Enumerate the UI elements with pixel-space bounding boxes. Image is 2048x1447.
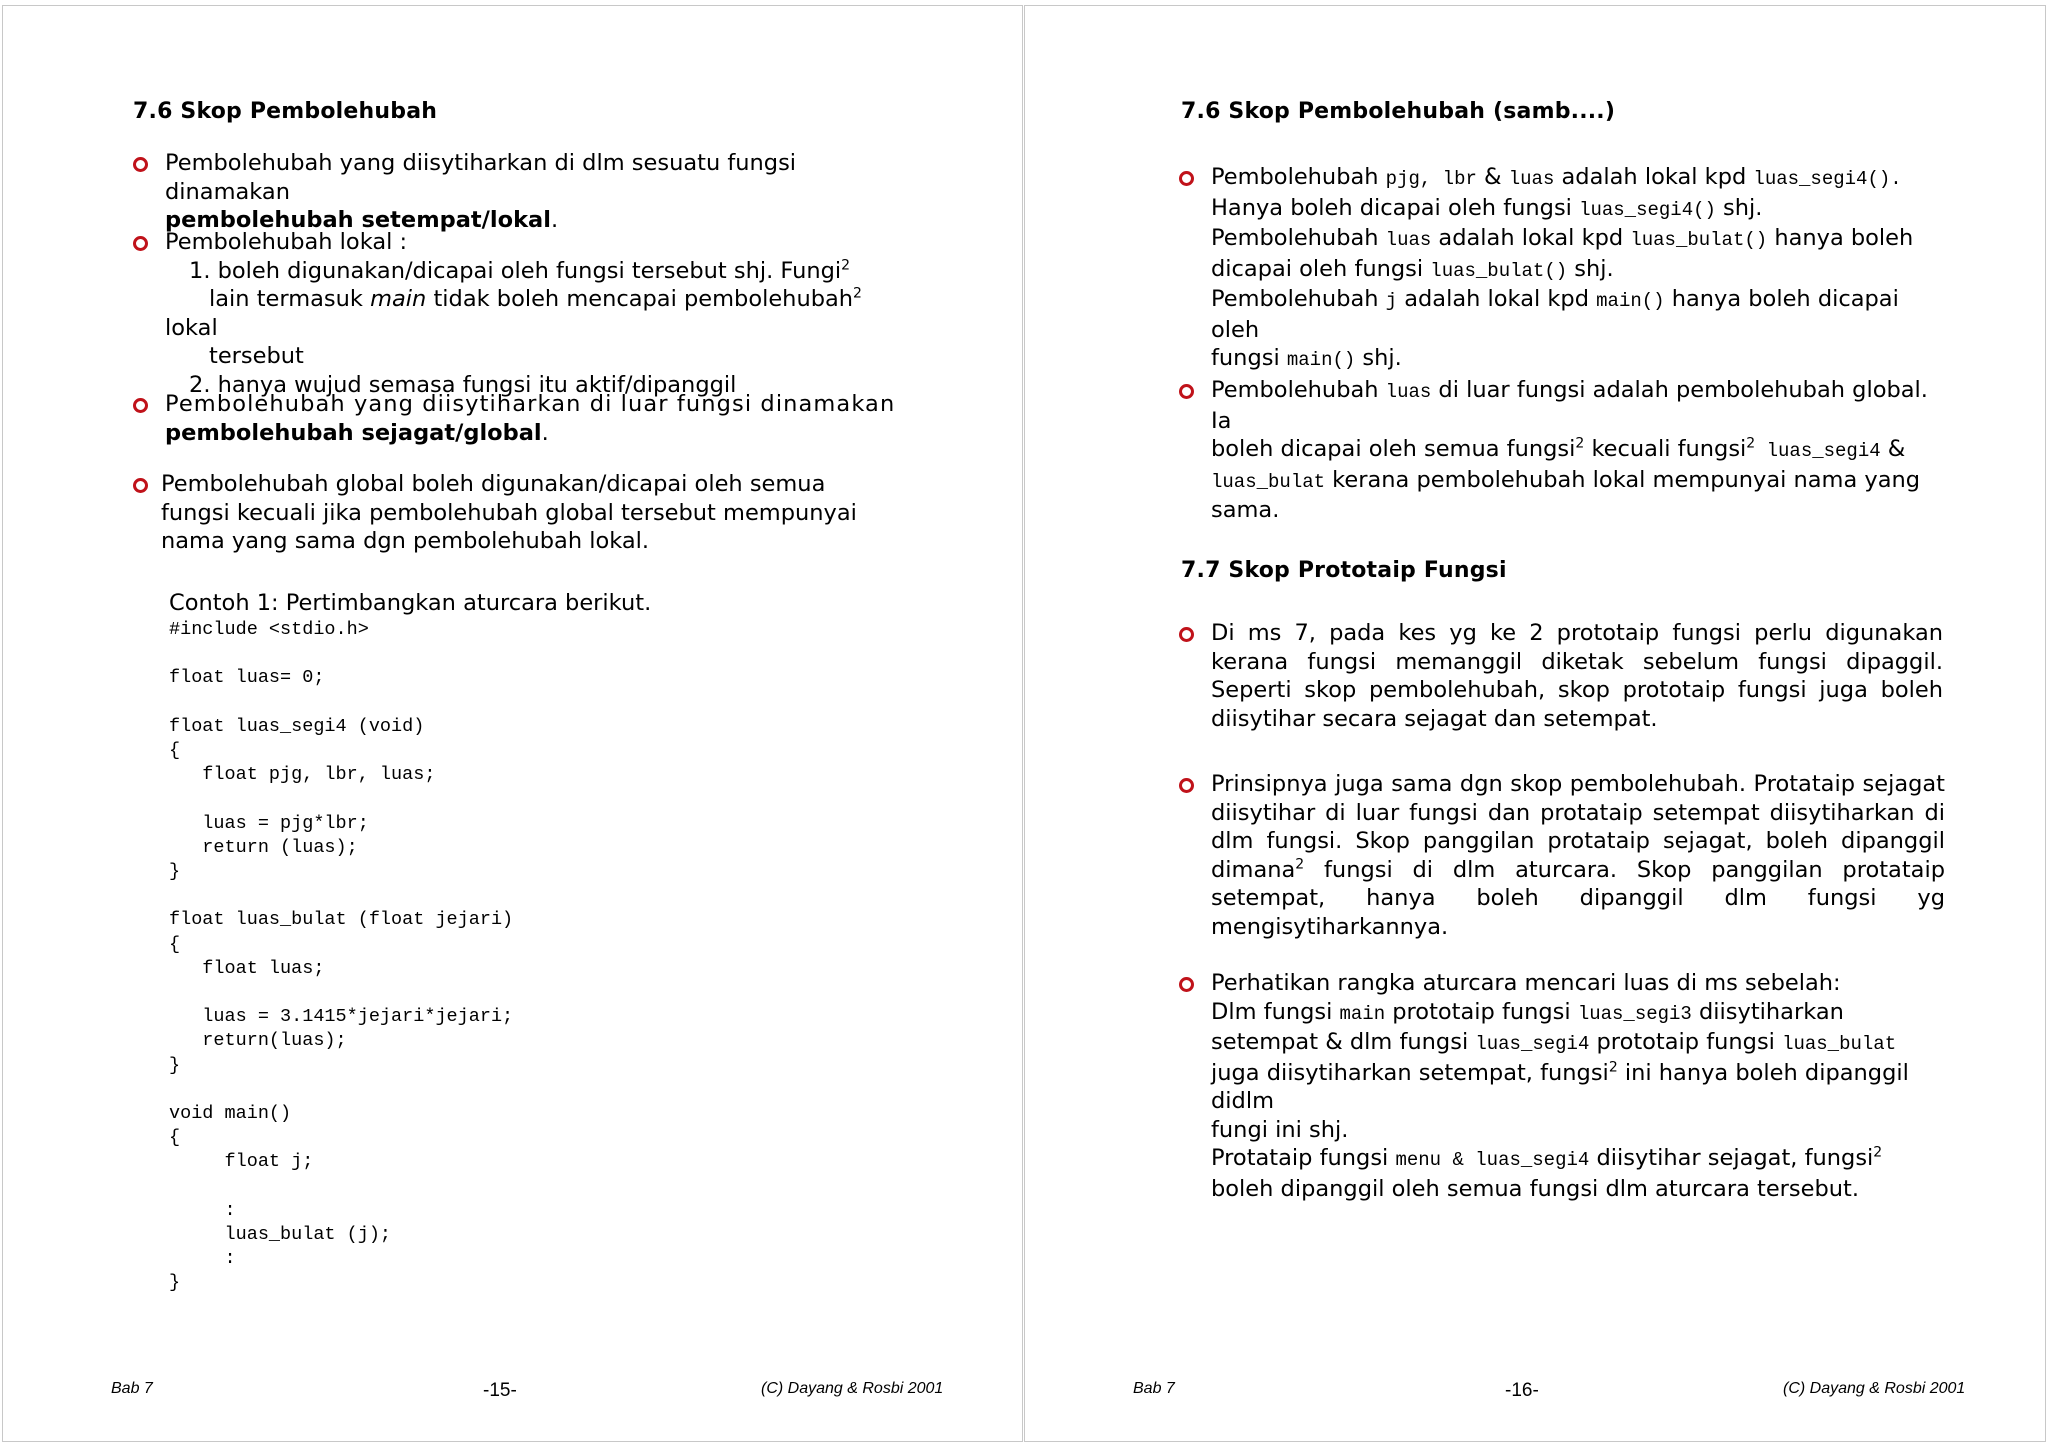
text: .: [541, 419, 550, 446]
code-term: luas_bulat: [1211, 470, 1326, 493]
code-term: pjg, lbr: [1385, 168, 1477, 190]
line: [1211, 466, 1945, 525]
code-term: luas_bulat: [1782, 1033, 1897, 1055]
list-item-cont: tersebut: [209, 343, 304, 369]
text: Dlm fungsi: [1211, 998, 1340, 1025]
bold-term: pembolehubah sejagat/global: [165, 419, 542, 446]
superscript: 2: [1746, 435, 1756, 452]
left-page: [2, 5, 1023, 1442]
text: hanya boleh dicapai oleh: [1211, 286, 1899, 343]
text: dicapai oleh fungsi: [1211, 255, 1431, 282]
code-term: main(): [1286, 349, 1356, 371]
bullet-item: [1155, 376, 1945, 525]
code-term: luas: [1508, 168, 1555, 190]
superscript: 2: [841, 257, 851, 273]
list-item-cont: [165, 286, 862, 341]
bullet-text: Pembolehubah global boleh digunakan/dicapai oleh semua fungsi kecuali jika pembolehubah global tersebut mempunyai nama yang sama dgn pembolehubah lokal.: [161, 471, 857, 554]
page-number: -15-: [483, 1380, 517, 1401]
line: fungi ini shj.: [1211, 1116, 1349, 1143]
bullet-ring-icon: [1179, 977, 1194, 992]
text: Pembolehubah yang diisytiharkan di luar fungsi dinamakan: [165, 391, 896, 417]
text: di luar fungsi adalah pembolehubah global. Ia: [1211, 377, 1928, 434]
bullet-text: [1211, 770, 1945, 941]
list-item: 2. hanya wujud semasa fungsi itu aktif/dipanggil: [189, 371, 737, 398]
text: &: [1880, 436, 1906, 462]
footer-copyright: (C) Dayang & Rosbi 2001: [1783, 1380, 1966, 1397]
text: prototaip fungsi: [1589, 1029, 1783, 1055]
line: [1211, 1059, 1945, 1116]
text: Pembolehubah lokal :: [165, 229, 408, 255]
bullet-item: [1155, 163, 1945, 375]
line: [1211, 163, 1945, 194]
text: fungsi: [1211, 345, 1287, 371]
bullet-ring-icon: [133, 398, 148, 413]
bullet-item: [1155, 770, 1945, 941]
code-term: luas_bulat(): [1630, 229, 1768, 251]
right-page: [1024, 5, 2046, 1442]
superscript: 2: [1873, 1144, 1883, 1161]
bullet-text: [1211, 163, 1945, 375]
text: kerana pembolehubah lokal mempunyai nama yang sama.: [1211, 466, 1921, 523]
text: kecuali fungsi: [1584, 436, 1747, 462]
line: [1211, 998, 1945, 1029]
text: shj.: [1567, 255, 1614, 282]
bullet-text: [165, 149, 911, 235]
bullet-item: [131, 390, 911, 447]
section-heading: 7.6 Skop Pembolehubah (samb....): [1181, 99, 1616, 124]
text: lain termasuk: [209, 286, 371, 312]
code-term: luas: [1385, 381, 1432, 403]
text: adalah lokal kpd: [1431, 225, 1631, 251]
footer-chapter: Bab 7: [1133, 1380, 1175, 1397]
text: Pembolehubah: [1211, 164, 1386, 190]
code-term: j: [1385, 290, 1398, 312]
bullet-item: [131, 149, 911, 235]
text: diisytihar sejagat, fungsi: [1589, 1145, 1874, 1171]
superscript: 2: [1575, 435, 1585, 452]
bullet-ring-icon: [1179, 778, 1194, 793]
italic-term: main: [370, 286, 427, 312]
text: prototaip fungsi: [1385, 998, 1578, 1025]
text: Protataip fungsi: [1211, 1145, 1396, 1171]
text: .: [550, 207, 559, 233]
code-term: main(): [1596, 290, 1665, 312]
bullet-ring-icon: [1179, 171, 1194, 186]
code-term: luas_segi4().: [1753, 168, 1902, 190]
text: lokal: [165, 314, 218, 341]
text: diisytiharkan: [1691, 998, 1844, 1025]
code-term: luas_segi3: [1577, 1002, 1692, 1025]
text: ini hanya boleh dipanggil didlm: [1211, 1059, 1909, 1114]
bold-term: pembolehubah setempat/lokal: [165, 207, 551, 233]
text: hanya boleh: [1767, 225, 1914, 251]
code-term: luas_segi4: [1475, 1033, 1590, 1055]
line: [1211, 194, 1945, 225]
line: [1211, 435, 1945, 466]
code-term: main: [1339, 1002, 1386, 1025]
bullet-ring-icon: [133, 157, 148, 172]
line: [1211, 344, 1945, 375]
line: [1211, 376, 1945, 435]
section-heading: 7.7 Skop Prototaip Fungsi: [1181, 558, 1507, 583]
superscript: 2: [1295, 856, 1305, 872]
text: juga diisytiharkan setempat, fungsi: [1211, 1059, 1609, 1086]
text: adalah lokal kpd: [1554, 164, 1754, 190]
bullet-ring-icon: [1179, 384, 1194, 399]
text: Pembolehubah: [1211, 377, 1386, 403]
bullet-ring-icon: [1179, 627, 1194, 642]
footer-copyright: (C) Dayang & Rosbi 2001: [761, 1380, 944, 1397]
footer-chapter: Bab 7: [111, 1380, 153, 1397]
text: shj.: [1715, 194, 1763, 221]
line: Perhatikan rangka aturcara mencari luas di ms sebelah:: [1211, 970, 1841, 996]
bullet-text: [165, 228, 911, 399]
code-listing: #include <stdio.h> float luas= 0; float luas_segi4 (void) { float pjg, lbr, luas; luas = pjg*lbr; return (luas); } float luas_bulat (float jejari) { float luas; luas = 3.1415*jejari*jejari; return(luas); } void main() { float j; : luas_bulat (j); : }: [169, 619, 514, 1294]
line: [1211, 255, 1945, 286]
text: tidak boleh mencapai pembolehubah: [426, 286, 854, 312]
bullet-ring-icon: [133, 478, 148, 493]
text: boleh dicapai oleh semua fungsi: [1211, 436, 1576, 462]
text: &: [1476, 164, 1509, 190]
text: adalah lokal kpd: [1397, 286, 1597, 312]
superscript: 2: [1608, 1059, 1618, 1075]
code-term: luas_segi4(): [1579, 198, 1716, 221]
bullet-item: [1155, 969, 1945, 1203]
bullet-text: Di ms 7, pada kes yg ke 2 prototaip fungsi perlu digunakan kerana fungsi memanggil diketak sebelum fungsi dipaggil. Seperti skop pembolehubah, skop prototaip fungsi juga boleh diisytihar secara sejagat dan setempat.: [1211, 620, 1943, 732]
text: Pembolehubah yang diisytiharkan di dlm sesuatu fungsi dinamakan: [165, 150, 797, 205]
line: [1211, 1144, 1945, 1175]
bullet-text: [1211, 376, 1945, 525]
bullet-item: [131, 228, 911, 399]
line: boleh dipanggil oleh semua fungsi dlm aturcara tersebut.: [1211, 1175, 1860, 1202]
code-term: menu & luas_segi4: [1395, 1149, 1590, 1171]
text: Pembolehubah: [1211, 286, 1386, 312]
bullet-item: [131, 470, 911, 556]
bullet-text: [165, 390, 911, 447]
text: shj.: [1355, 345, 1402, 371]
text: Prinsipnya juga sama dgn skop pembolehubah. Protataip sejagat diisytihar di luar fungsi dan protataip setempat diisytiharkan di dlm fungsi. Skop panggilan protataip sejagat, boleh dipanggil dimana: [1211, 771, 1945, 883]
line: [1211, 285, 1945, 344]
text: setempat & dlm fungsi: [1211, 1029, 1476, 1055]
code-term: luas_segi4: [1755, 440, 1881, 462]
page-number: -16-: [1505, 1380, 1539, 1401]
section-heading: 7.6 Skop Pembolehubah: [133, 99, 438, 124]
bullet-text: [1211, 969, 1945, 1203]
line: [1211, 224, 1945, 255]
code-term: luas_bulat(): [1430, 259, 1568, 282]
bullet-item: [1155, 619, 1945, 733]
superscript: 2: [853, 285, 862, 302]
line: [1211, 1028, 1945, 1059]
text: Pembolehubah: [1211, 225, 1386, 251]
example-title: Contoh 1: Pertimbangkan aturcara berikut.: [169, 590, 652, 616]
bullet-ring-icon: [133, 236, 148, 251]
text: fungsi di dlm aturcara. Skop panggilan protataip setempat, hanya boleh dipanggil dlm fungsi yg mengisytiharkannya.: [1211, 856, 1945, 940]
text: 1. boleh digunakan/dicapai oleh fungsi tersebut shj. Fungi: [189, 257, 842, 284]
code-term: luas: [1385, 229, 1432, 251]
text: Hanya boleh dicapai oleh fungsi: [1211, 194, 1580, 221]
list-item: [165, 258, 850, 284]
